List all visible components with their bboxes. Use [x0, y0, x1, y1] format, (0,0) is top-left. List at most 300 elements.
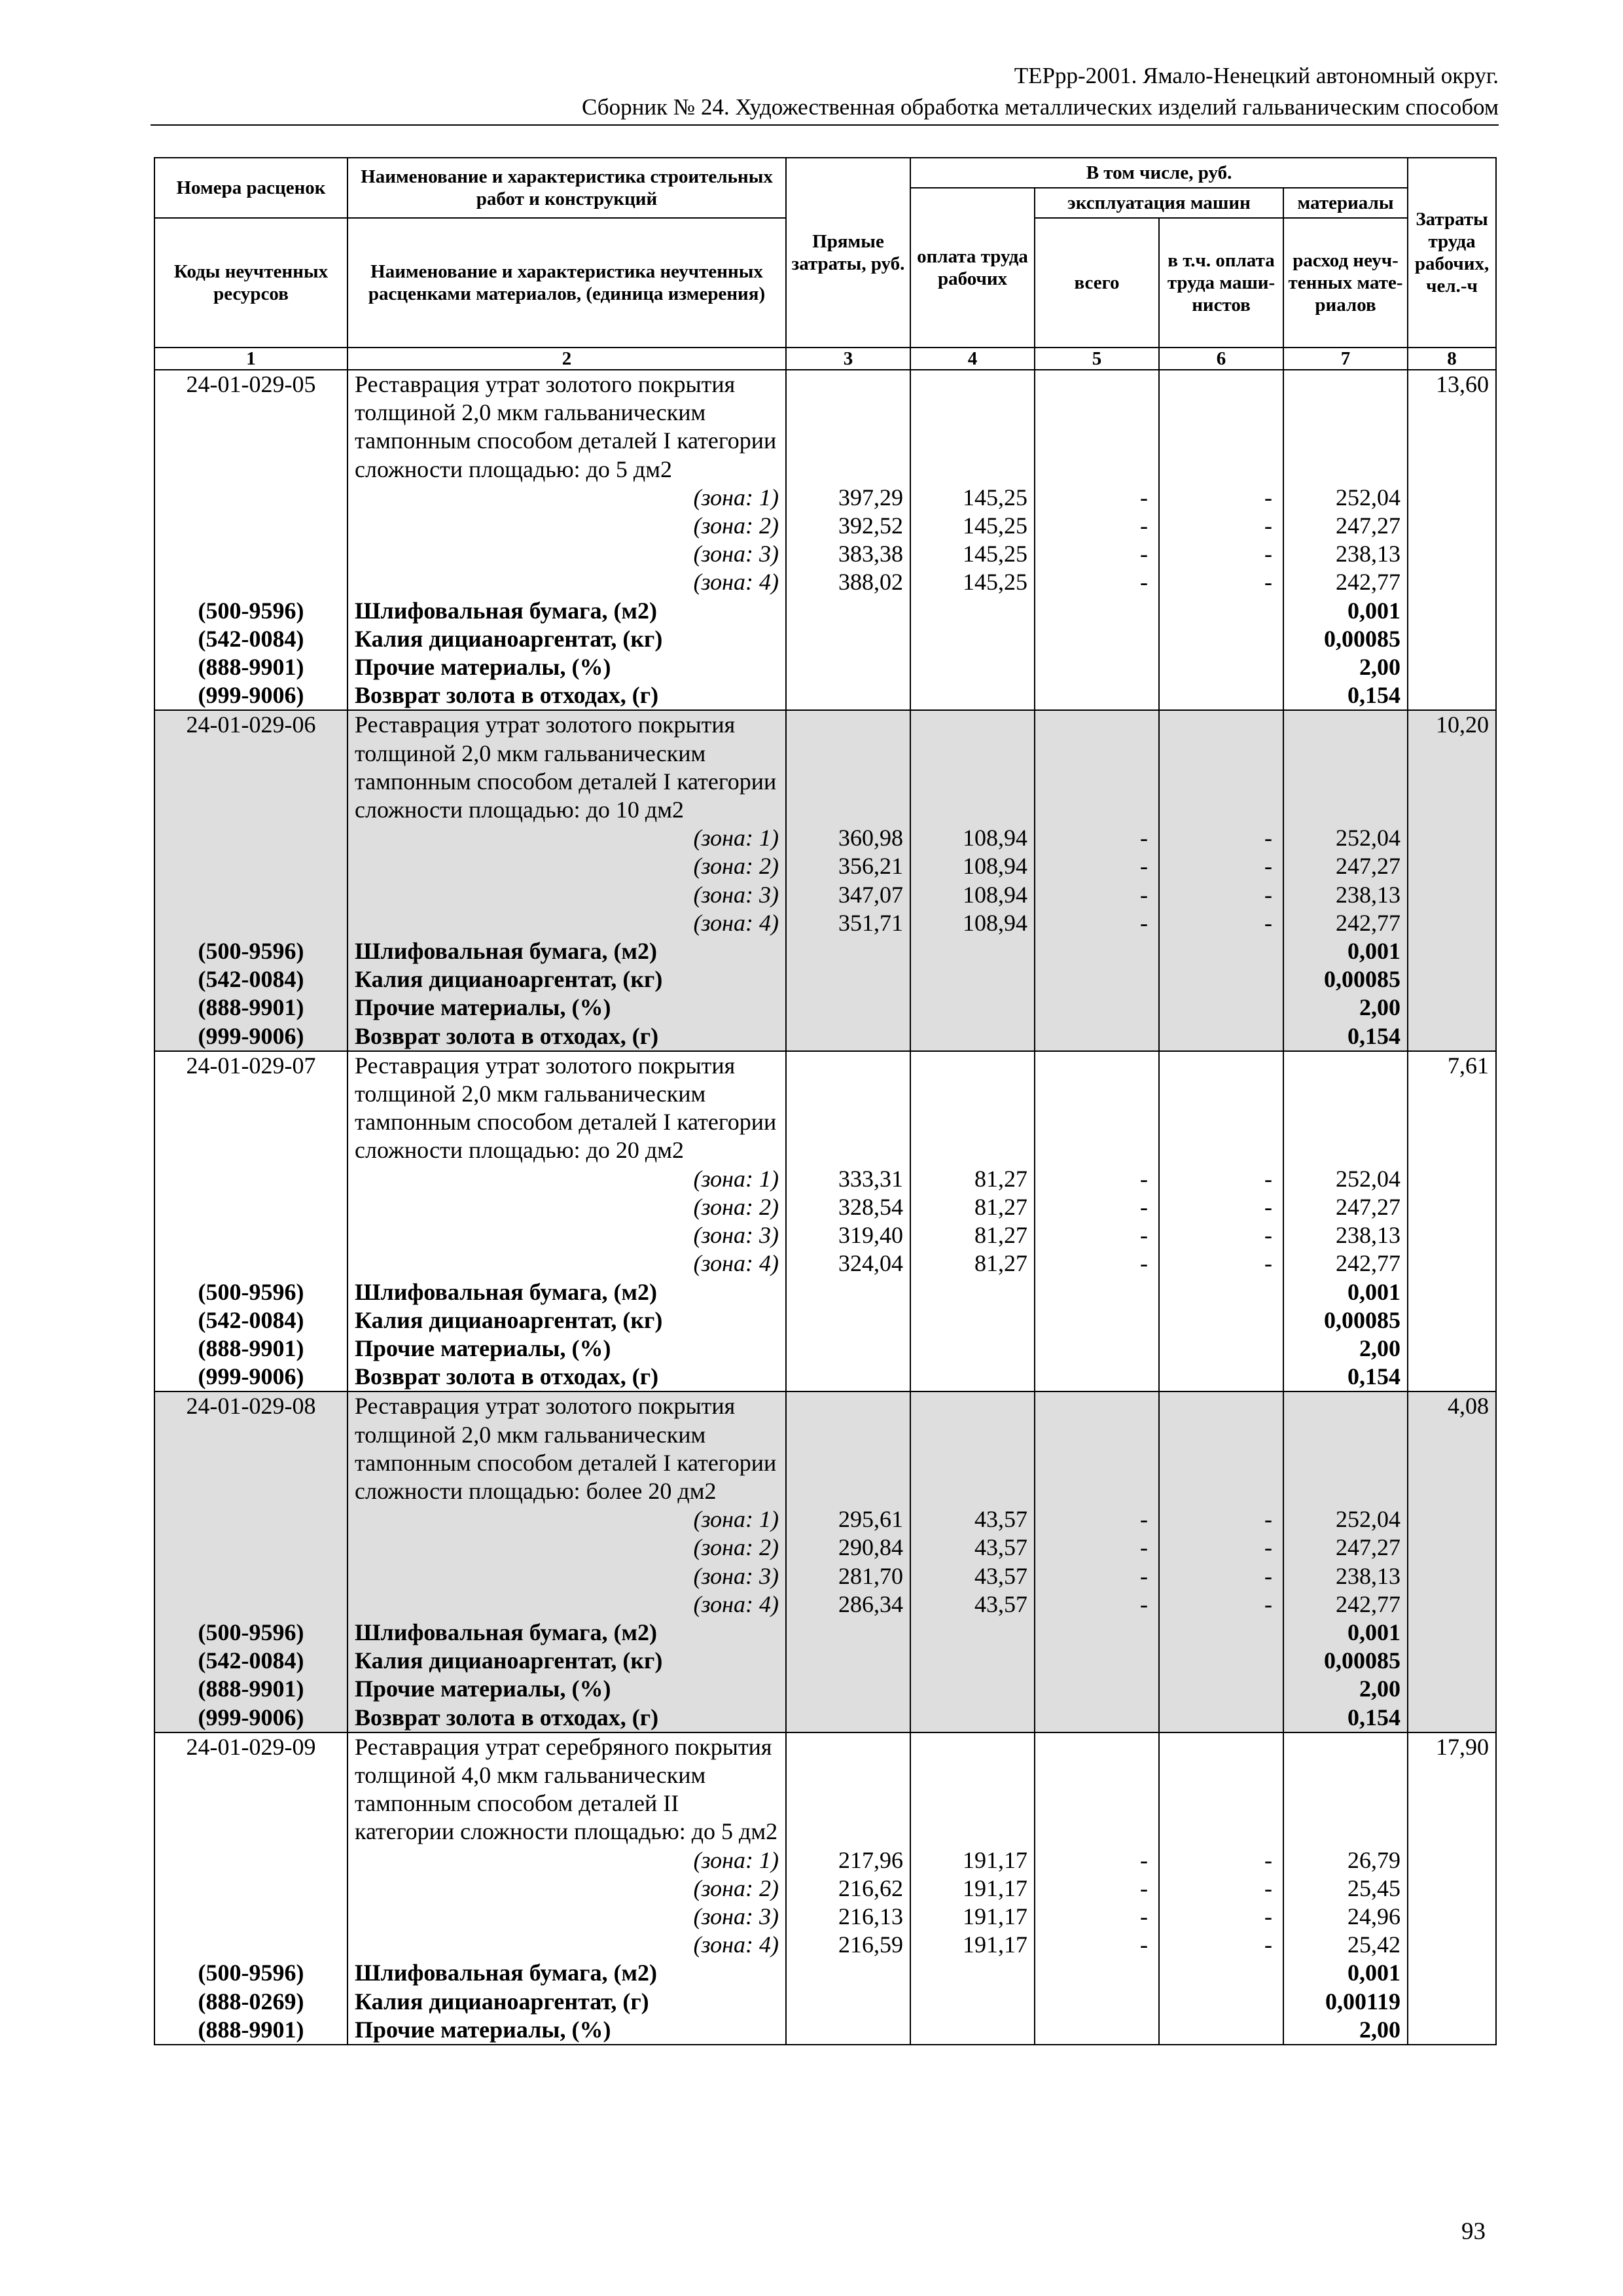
resource-quantity: 0,00085	[1283, 1647, 1408, 1675]
empty-cell	[1159, 597, 1283, 625]
zone-row	[154, 1846, 1496, 1874]
empty-cell	[786, 1959, 910, 1987]
zone-row	[154, 852, 1496, 880]
wage-cost: 191,17	[910, 1846, 1035, 1874]
rate-code: 24-01-029-06	[154, 710, 348, 824]
empty-cell	[1159, 710, 1283, 824]
empty-cell	[1408, 852, 1496, 880]
empty-cell	[910, 370, 1035, 484]
wage-cost: 191,17	[910, 1931, 1035, 1959]
direct-cost: 295,61	[786, 1505, 910, 1534]
zone-label: (зона: 2)	[348, 1193, 786, 1221]
empty-cell	[786, 597, 910, 625]
empty-cell	[154, 1874, 348, 1903]
zone-label: (зона: 4)	[348, 1931, 786, 1959]
col3-header: Прямые затраты, руб.	[786, 158, 910, 348]
material-cost: 252,04	[1283, 824, 1408, 852]
resource-quantity: 2,00	[1283, 1335, 1408, 1363]
resource-quantity: 0,00119	[1283, 1988, 1408, 2016]
empty-cell	[1159, 994, 1283, 1022]
machine-cost: -	[1035, 512, 1159, 540]
zone-row	[154, 1534, 1496, 1562]
empty-cell	[1159, 625, 1283, 653]
resource-name: Калия дицианоаргентат, (кг)	[348, 625, 786, 653]
empty-cell	[786, 370, 910, 484]
resource-code: (542-0084)	[154, 1647, 348, 1675]
empty-cell	[786, 965, 910, 994]
empty-cell	[1159, 1647, 1283, 1675]
col4-header: оплата труда рабочих	[910, 188, 1035, 348]
zone-label: (зона: 2)	[348, 1874, 786, 1903]
zone-label: (зона: 4)	[348, 1590, 786, 1619]
col-number: 4	[910, 348, 1035, 370]
zone-label: (зона: 1)	[348, 484, 786, 512]
machine-cost: -	[1035, 568, 1159, 596]
wage-cost: 81,27	[910, 1221, 1035, 1249]
rate-title-row	[154, 1391, 1496, 1505]
empty-cell	[1035, 1619, 1159, 1647]
resource-code: (542-0084)	[154, 625, 348, 653]
machinist-wage: -	[1159, 1505, 1283, 1534]
rate-title: Реставрация утрат золотого покрытия толщиной 2,0 мкм гальваническим тампонным способом деталей I категории сложности площадью: более 20 дм2	[348, 1391, 786, 1505]
rate-title-row	[154, 1051, 1496, 1165]
empty-cell	[1408, 1959, 1496, 1987]
machine-cost: -	[1035, 1505, 1159, 1534]
running-header	[151, 60, 1499, 123]
machine-cost: -	[1035, 1903, 1159, 1931]
zone-label: (зона: 2)	[348, 852, 786, 880]
empty-cell	[786, 1619, 910, 1647]
col7-header: расход неуч-тенных мате-риалов	[1283, 218, 1408, 348]
resource-quantity: 0,001	[1283, 1959, 1408, 1987]
empty-cell	[1408, 1931, 1496, 1959]
resource-row	[154, 1022, 1496, 1051]
material-cost: 25,42	[1283, 1931, 1408, 1959]
material-cost: 247,27	[1283, 512, 1408, 540]
direct-cost: 397,29	[786, 484, 910, 512]
direct-cost: 281,70	[786, 1562, 910, 1590]
zone-row	[154, 1590, 1496, 1619]
empty-cell	[786, 1732, 910, 1846]
zone-label: (зона: 4)	[348, 568, 786, 596]
zone-row	[154, 824, 1496, 852]
zone-row	[154, 881, 1496, 909]
empty-cell	[786, 994, 910, 1022]
empty-cell	[786, 1022, 910, 1051]
material-cost: 238,13	[1283, 540, 1408, 568]
rate-code: 24-01-029-09	[154, 1732, 348, 1846]
resource-row	[154, 1647, 1496, 1675]
labor-cost: 10,20	[1408, 710, 1496, 824]
empty-cell	[1159, 1051, 1283, 1165]
wage-cost: 145,25	[910, 540, 1035, 568]
empty-cell	[1408, 1278, 1496, 1306]
zone-row	[154, 512, 1496, 540]
empty-cell	[1283, 370, 1408, 484]
machinist-wage: -	[1159, 484, 1283, 512]
resource-row	[154, 1704, 1496, 1732]
machinist-wage: -	[1159, 852, 1283, 880]
resource-quantity: 0,001	[1283, 1278, 1408, 1306]
empty-cell	[154, 512, 348, 540]
empty-cell	[1035, 1306, 1159, 1335]
table-body	[154, 370, 1496, 2045]
wage-cost: 43,57	[910, 1562, 1035, 1590]
direct-cost: 383,38	[786, 540, 910, 568]
resource-name: Возврат золота в отходах, (г)	[348, 681, 786, 710]
machinist-wage: -	[1159, 1193, 1283, 1221]
machine-cost: -	[1035, 1249, 1159, 1278]
zone-label: (зона: 3)	[348, 1562, 786, 1590]
material-cost: 24,96	[1283, 1903, 1408, 1931]
empty-cell	[910, 1988, 1035, 2016]
material-cost: 242,77	[1283, 909, 1408, 937]
material-cost: 247,27	[1283, 1534, 1408, 1562]
wage-cost: 191,17	[910, 1874, 1035, 1903]
empty-cell	[1035, 1278, 1159, 1306]
empty-cell	[1283, 1391, 1408, 1505]
resource-name: Возврат золота в отходах, (г)	[348, 1022, 786, 1051]
empty-cell	[1159, 2016, 1283, 2045]
zone-label: (зона: 3)	[348, 1903, 786, 1931]
resource-row	[154, 1278, 1496, 1306]
resource-code: (888-9901)	[154, 2016, 348, 2045]
labor-cost: 4,08	[1408, 1391, 1496, 1505]
empty-cell	[1408, 1306, 1496, 1335]
resource-quantity: 2,00	[1283, 1675, 1408, 1703]
col8-header: Затраты труда рабочих, чел.-ч	[1408, 158, 1496, 348]
zone-label: (зона: 1)	[348, 1505, 786, 1534]
col2-top-header: Наименование и характеристика строительных работ и конструкций	[348, 158, 786, 218]
machinist-wage: -	[1159, 881, 1283, 909]
direct-cost: 360,98	[786, 824, 910, 852]
empty-cell	[910, 1647, 1035, 1675]
empty-cell	[910, 597, 1035, 625]
resource-name: Калия дицианоаргентат, (кг)	[348, 965, 786, 994]
resource-row	[154, 1363, 1496, 1391]
empty-cell	[786, 1278, 910, 1306]
empty-cell	[154, 1193, 348, 1221]
machine-cost: -	[1035, 881, 1159, 909]
direct-cost: 319,40	[786, 1221, 910, 1249]
resource-code: (888-9901)	[154, 1675, 348, 1703]
header-line-2: Сборник № 24. Художественная обработка металлических изделий гальваническим способом	[582, 94, 1499, 120]
empty-cell	[1408, 937, 1496, 965]
direct-cost: 216,13	[786, 1903, 910, 1931]
empty-cell	[1035, 681, 1159, 710]
zone-label: (зона: 2)	[348, 512, 786, 540]
resource-name: Прочие материалы, (%)	[348, 2016, 786, 2045]
rate-title: Реставрация утрат золотого покрытия толщиной 2,0 мкм гальваническим тампонным способом деталей I категории сложности площадью: до 20 дм2	[348, 1051, 786, 1165]
machine-cost: -	[1035, 1931, 1159, 1959]
empty-cell	[786, 2016, 910, 2045]
empty-cell	[1159, 1306, 1283, 1335]
empty-cell	[1159, 653, 1283, 681]
empty-cell	[910, 1391, 1035, 1505]
machine-cost: -	[1035, 1534, 1159, 1562]
empty-cell	[910, 1732, 1035, 1846]
resource-name: Прочие материалы, (%)	[348, 1675, 786, 1703]
empty-cell	[786, 681, 910, 710]
zone-row	[154, 1505, 1496, 1534]
empty-cell	[1035, 370, 1159, 484]
empty-cell	[1408, 881, 1496, 909]
empty-cell	[154, 1221, 348, 1249]
empty-cell	[1283, 1732, 1408, 1846]
zone-row	[154, 1874, 1496, 1903]
empty-cell	[910, 1959, 1035, 1987]
machinist-wage: -	[1159, 1903, 1283, 1931]
empty-cell	[1035, 1022, 1159, 1051]
empty-cell	[910, 681, 1035, 710]
empty-cell	[1408, 484, 1496, 512]
empty-cell	[1408, 909, 1496, 937]
empty-cell	[910, 1278, 1035, 1306]
direct-cost: 216,62	[786, 1874, 910, 1903]
zone-row	[154, 484, 1496, 512]
direct-cost: 347,07	[786, 881, 910, 909]
machine-cost: -	[1035, 1221, 1159, 1249]
empty-cell	[786, 710, 910, 824]
empty-cell	[1035, 1959, 1159, 1987]
zone-row	[154, 1931, 1496, 1959]
machinist-wage: -	[1159, 1562, 1283, 1590]
wage-cost: 43,57	[910, 1590, 1035, 1619]
resource-quantity: 0,00085	[1283, 625, 1408, 653]
empty-cell	[1035, 1647, 1159, 1675]
empty-cell	[1035, 653, 1159, 681]
empty-cell	[1035, 1051, 1159, 1165]
machine-cost: -	[1035, 1193, 1159, 1221]
empty-cell	[154, 568, 348, 596]
resource-code: (500-9596)	[154, 1619, 348, 1647]
empty-cell	[910, 965, 1035, 994]
zone-label: (зона: 3)	[348, 1221, 786, 1249]
resource-code: (999-9006)	[154, 1704, 348, 1732]
zone-label: (зона: 3)	[348, 881, 786, 909]
empty-cell	[1408, 681, 1496, 710]
zone-label: (зона: 2)	[348, 1534, 786, 1562]
empty-cell	[1408, 1505, 1496, 1534]
direct-cost: 324,04	[786, 1249, 910, 1278]
empty-cell	[1408, 1647, 1496, 1675]
rates-table	[154, 157, 1497, 2045]
resource-name: Шлифовальная бумага, (м2)	[348, 1278, 786, 1306]
empty-cell	[1159, 1335, 1283, 1363]
empty-cell	[1035, 1704, 1159, 1732]
wage-cost: 108,94	[910, 852, 1035, 880]
wage-cost: 81,27	[910, 1165, 1035, 1193]
direct-cost: 356,21	[786, 852, 910, 880]
table-header	[154, 158, 1496, 370]
col5-header: всего	[1035, 218, 1159, 348]
col-number: 8	[1408, 348, 1496, 370]
empty-cell	[1159, 1022, 1283, 1051]
resource-quantity: 0,154	[1283, 1363, 1408, 1391]
machinist-wage: -	[1159, 1874, 1283, 1903]
col-number: 3	[786, 348, 910, 370]
resource-quantity: 0,001	[1283, 937, 1408, 965]
empty-cell	[1159, 1278, 1283, 1306]
direct-cost: 351,71	[786, 909, 910, 937]
direct-cost: 290,84	[786, 1534, 910, 1562]
empty-cell	[1283, 1051, 1408, 1165]
resource-name: Шлифовальная бумага, (м2)	[348, 1959, 786, 1987]
machinist-wage: -	[1159, 909, 1283, 937]
resource-row	[154, 625, 1496, 653]
resource-code: (999-9006)	[154, 1363, 348, 1391]
empty-cell	[154, 1846, 348, 1874]
material-cost: 238,13	[1283, 1221, 1408, 1249]
empty-cell	[786, 653, 910, 681]
machine-cost: -	[1035, 1590, 1159, 1619]
material-cost: 238,13	[1283, 881, 1408, 909]
resource-row	[154, 1959, 1496, 1987]
material-cost: 25,45	[1283, 1874, 1408, 1903]
empty-cell	[910, 994, 1035, 1022]
resource-name: Возврат золота в отходах, (г)	[348, 1363, 786, 1391]
resource-code: (888-0269)	[154, 1988, 348, 2016]
direct-cost: 216,59	[786, 1931, 910, 1959]
zone-row	[154, 1903, 1496, 1931]
resource-row	[154, 653, 1496, 681]
zone-label: (зона: 1)	[348, 1846, 786, 1874]
wage-cost: 145,25	[910, 568, 1035, 596]
empty-cell	[1408, 625, 1496, 653]
empty-cell	[1035, 965, 1159, 994]
empty-cell	[910, 1022, 1035, 1051]
empty-cell	[1408, 1534, 1496, 1562]
resource-code: (500-9596)	[154, 1278, 348, 1306]
zone-row	[154, 1562, 1496, 1590]
header-rule	[151, 124, 1499, 126]
rate-code: 24-01-029-07	[154, 1051, 348, 1165]
resource-name: Шлифовальная бумага, (м2)	[348, 937, 786, 965]
resource-quantity: 0,154	[1283, 1704, 1408, 1732]
wage-cost: 81,27	[910, 1249, 1035, 1278]
empty-cell	[910, 653, 1035, 681]
header-line-1: ТЕРрр-2001. Ямало-Ненецкий автономный округ.	[1014, 63, 1499, 88]
resource-row	[154, 1306, 1496, 1335]
machine-cost: -	[1035, 1562, 1159, 1590]
resource-code: (999-9006)	[154, 681, 348, 710]
resource-row	[154, 994, 1496, 1022]
empty-cell	[154, 824, 348, 852]
resource-row	[154, 2016, 1496, 2045]
rate-title: Реставрация утрат серебряного покрытия толщиной 4,0 мкм гальваническим тампонным способом деталей II категории сложности площадью: до 5 дм2	[348, 1732, 786, 1846]
zone-row	[154, 909, 1496, 937]
resource-name: Калия дицианоаргентат, (г)	[348, 1988, 786, 2016]
empty-cell	[1408, 1704, 1496, 1732]
empty-cell	[786, 1988, 910, 2016]
resource-code: (500-9596)	[154, 937, 348, 965]
empty-cell	[910, 1363, 1035, 1391]
empty-cell	[910, 937, 1035, 965]
resource-quantity: 0,154	[1283, 1022, 1408, 1051]
empty-cell	[154, 1165, 348, 1193]
empty-cell	[1408, 597, 1496, 625]
resource-row	[154, 1619, 1496, 1647]
empty-cell	[154, 852, 348, 880]
wage-cost: 145,25	[910, 512, 1035, 540]
wage-cost: 108,94	[910, 824, 1035, 852]
empty-cell	[154, 1903, 348, 1931]
rate-code: 24-01-029-08	[154, 1391, 348, 1505]
material-cost: 238,13	[1283, 1562, 1408, 1590]
direct-cost: 286,34	[786, 1590, 910, 1619]
zone-row	[154, 568, 1496, 596]
col-number: 2	[348, 348, 786, 370]
resource-quantity: 0,154	[1283, 681, 1408, 710]
empty-cell	[1408, 1988, 1496, 2016]
empty-cell	[910, 710, 1035, 824]
resource-quantity: 2,00	[1283, 653, 1408, 681]
machinist-wage: -	[1159, 1534, 1283, 1562]
resource-code: (888-9901)	[154, 994, 348, 1022]
zone-row	[154, 1249, 1496, 1278]
empty-cell	[1035, 1732, 1159, 1846]
col1-bottom-header: Коды неучтенных ресурсов	[154, 218, 348, 348]
empty-cell	[1035, 994, 1159, 1022]
machinist-wage: -	[1159, 1249, 1283, 1278]
rate-title: Реставрация утрат золотого покрытия толщиной 2,0 мкм гальваническим тампонным способом деталей I категории сложности площадью: до 5 дм2	[348, 370, 786, 484]
direct-cost: 217,96	[786, 1846, 910, 1874]
col-number: 1	[154, 348, 348, 370]
col6-header: в т.ч. оплата труда маши-нистов	[1159, 218, 1283, 348]
empty-cell	[910, 1335, 1035, 1363]
resource-code: (999-9006)	[154, 1022, 348, 1051]
resource-code: (500-9596)	[154, 597, 348, 625]
wage-cost: 43,57	[910, 1534, 1035, 1562]
empty-cell	[1408, 1165, 1496, 1193]
resource-code: (500-9596)	[154, 1959, 348, 1987]
resource-name: Прочие материалы, (%)	[348, 994, 786, 1022]
col-number: 6	[1159, 348, 1283, 370]
empty-cell	[154, 1249, 348, 1278]
machinist-wage: -	[1159, 540, 1283, 568]
empty-cell	[1408, 2016, 1496, 2045]
labor-cost: 17,90	[1408, 1732, 1496, 1846]
zone-label: (зона: 4)	[348, 1249, 786, 1278]
resource-code: (542-0084)	[154, 965, 348, 994]
wage-cost: 43,57	[910, 1505, 1035, 1534]
empty-cell	[910, 1619, 1035, 1647]
direct-cost: 328,54	[786, 1193, 910, 1221]
zone-label: (зона: 1)	[348, 1165, 786, 1193]
machinist-wage: -	[1159, 1221, 1283, 1249]
group-header: В том числе, руб.	[910, 158, 1408, 188]
resource-name: Калия дицианоаргентат, (кг)	[348, 1306, 786, 1335]
zone-label: (зона: 3)	[348, 540, 786, 568]
rate-title-row	[154, 710, 1496, 824]
machine-cost: -	[1035, 1874, 1159, 1903]
empty-cell	[786, 1675, 910, 1703]
col2-bottom-header: Наименование и характеристика неучтенных расценками материалов, (единица измерения)	[348, 218, 786, 348]
zone-label: (зона: 1)	[348, 824, 786, 852]
empty-cell	[1408, 1249, 1496, 1278]
empty-cell	[1035, 1988, 1159, 2016]
rate-title-row	[154, 1732, 1496, 1846]
labor-cost: 7,61	[1408, 1051, 1496, 1165]
empty-cell	[786, 1647, 910, 1675]
empty-cell	[1408, 965, 1496, 994]
empty-cell	[786, 625, 910, 653]
direct-cost: 333,31	[786, 1165, 910, 1193]
resource-row	[154, 965, 1496, 994]
resource-name: Прочие материалы, (%)	[348, 1335, 786, 1363]
empty-cell	[1408, 1903, 1496, 1931]
labor-cost: 13,60	[1408, 370, 1496, 484]
